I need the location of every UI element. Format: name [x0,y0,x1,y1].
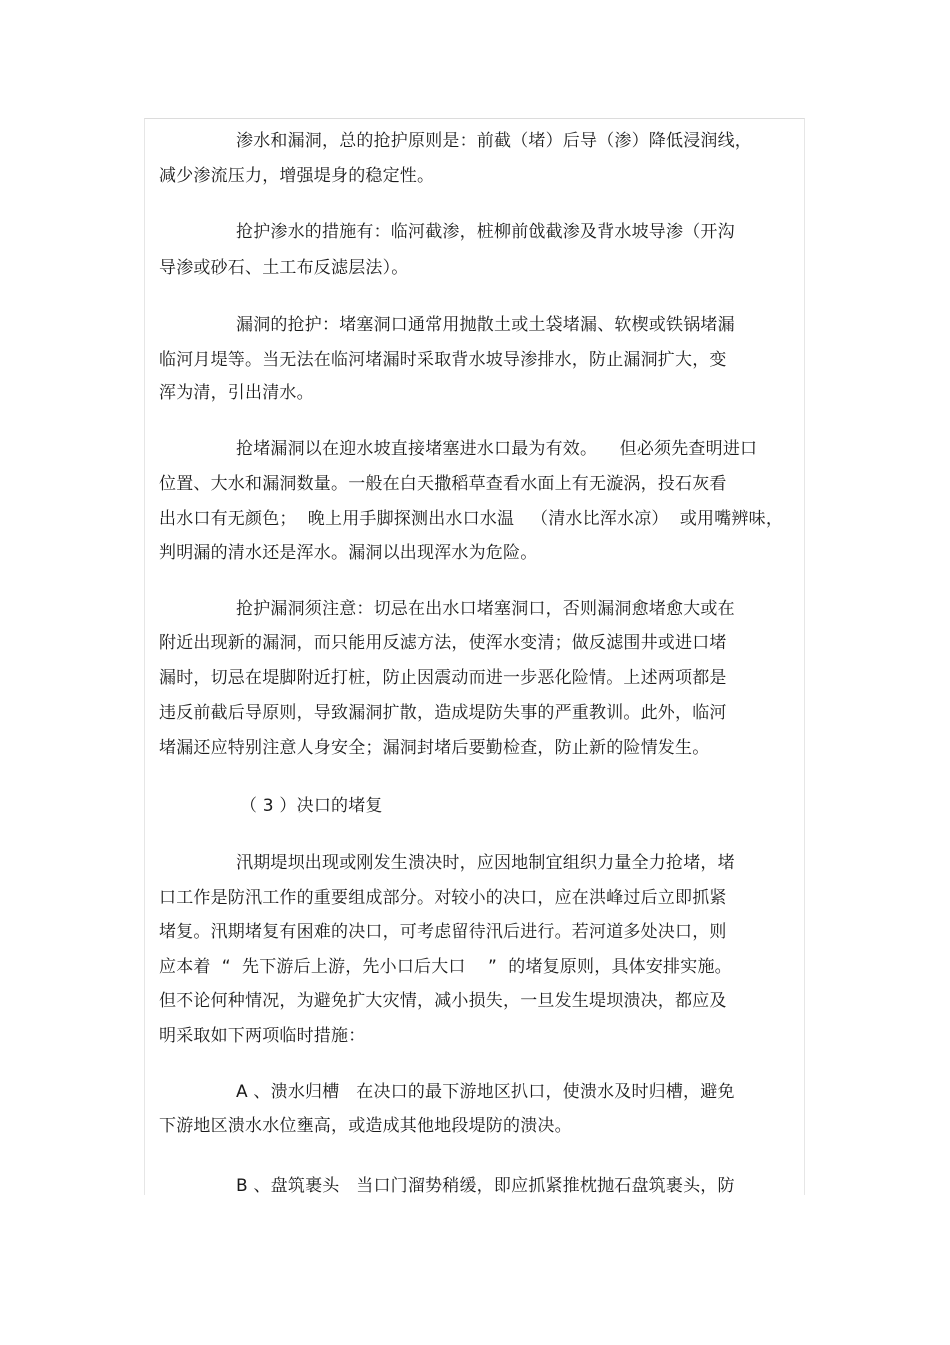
paragraph-4-line-4: 判明漏的清水还是浑水。漏洞以出现浑水为危险。 [159,543,538,563]
paragraph-5-line-5: 堵漏还应特别注意人身安全；漏洞封堵后要勤检查，防止新的险情发生。 [159,738,710,758]
paragraph-2-line-1: 抢护渗水的措施有：临河截渗，桩柳前戗截渗及背水坡导渗（开沟 [236,222,735,242]
paragraph-3-line-2: 临河月堤等。当无法在临河堵漏时采取背水坡导渗排水，防止漏洞扩大，变 [159,350,727,370]
paragraph-4-line-1: 抢堵漏洞以在迎水坡直接堵塞进水口最为有效。 但必须先查明进口 [236,439,758,459]
paragraph-3-line-1: 漏洞的抢护：堵塞洞口通常用抛散土或土袋堵漏、软楔或铁锅堵漏 [236,315,735,335]
paragraph-3-line-3: 浑为清，引出清水。 [159,383,314,403]
paragraph-8-line-1: A 、溃水归槽 在决口的最下游地区扒口，使溃水及时归槽，避免 [236,1082,735,1102]
paragraph-4-line-2: 位置、大水和漏洞数量。一般在白天撒稻草查看水面上有无漩涡，投石灰看 [159,474,727,494]
paragraph-4-line-3: 出水口有无颜色； 晚上用手脚探测出水口水温 （清水比浑水凉） 或用嘴辨味， [159,509,784,529]
paragraph-5-line-1: 抢护漏洞须注意：切忌在出水口堵塞洞口，否则漏洞愈堵愈大或在 [236,599,735,619]
paragraph-7-line-2: 口工作是防汛工作的重要组成部分。对较小的决口，应在洪峰过后立即抓紧 [159,888,727,908]
paragraph-2-line-2: 导渗或砂石、土工布反滤层法）。 [159,258,409,278]
paragraph-6-line-1: （ 3 ）决口的堵复 [240,796,383,816]
paragraph-1-line-2: 减少渗流压力，增强堤身的稳定性。 [159,166,435,186]
paragraph-7-line-6: 明采取如下两项临时措施： [159,1026,366,1046]
paragraph-1-line-1: 渗水和漏洞，总的抢护原则是：前截（堵）后导（渗）降低浸润线， [236,131,752,151]
paragraph-7-line-4: 应本着 “ 先下游后上游，先小口后大口 ” 的堵复原则，具体安排实施。 [159,957,732,977]
paragraph-8-line-2: 下游地区溃水水位壅高，或造成其他地段堤防的溃决。 [159,1116,572,1136]
paragraph-5-line-4: 违反前截后导原则，导致漏洞扩散，造成堤防失事的严重教训。此外，临河 [159,703,727,723]
paragraph-7-line-3: 堵复。汛期堵复有困难的决口，可考虑留待汛后进行。若河道多处决口，则 [159,922,727,942]
paragraph-5-line-2: 附近出现新的漏洞，而只能用反滤方法，使浑水变清；做反滤围井或进口堵 [159,633,727,653]
paragraph-7-line-5: 但不论何种情况，为避免扩大灾情，减小损失，一旦发生堤坝溃决，都应及 [159,991,727,1011]
paragraph-7-line-1: 汛期堤坝出现或刚发生溃决时，应因地制宜组织力量全力抢堵，堵 [236,853,735,873]
paragraph-9-line-1: B 、盘筑裹头 当口门溜势稍缓，即应抓紧推枕抛石盘筑裹头，防 [236,1176,735,1196]
paragraph-5-line-3: 漏时，切忌在堤脚附近打桩，防止因震动而进一步恶化险情。上述两项都是 [159,668,727,688]
